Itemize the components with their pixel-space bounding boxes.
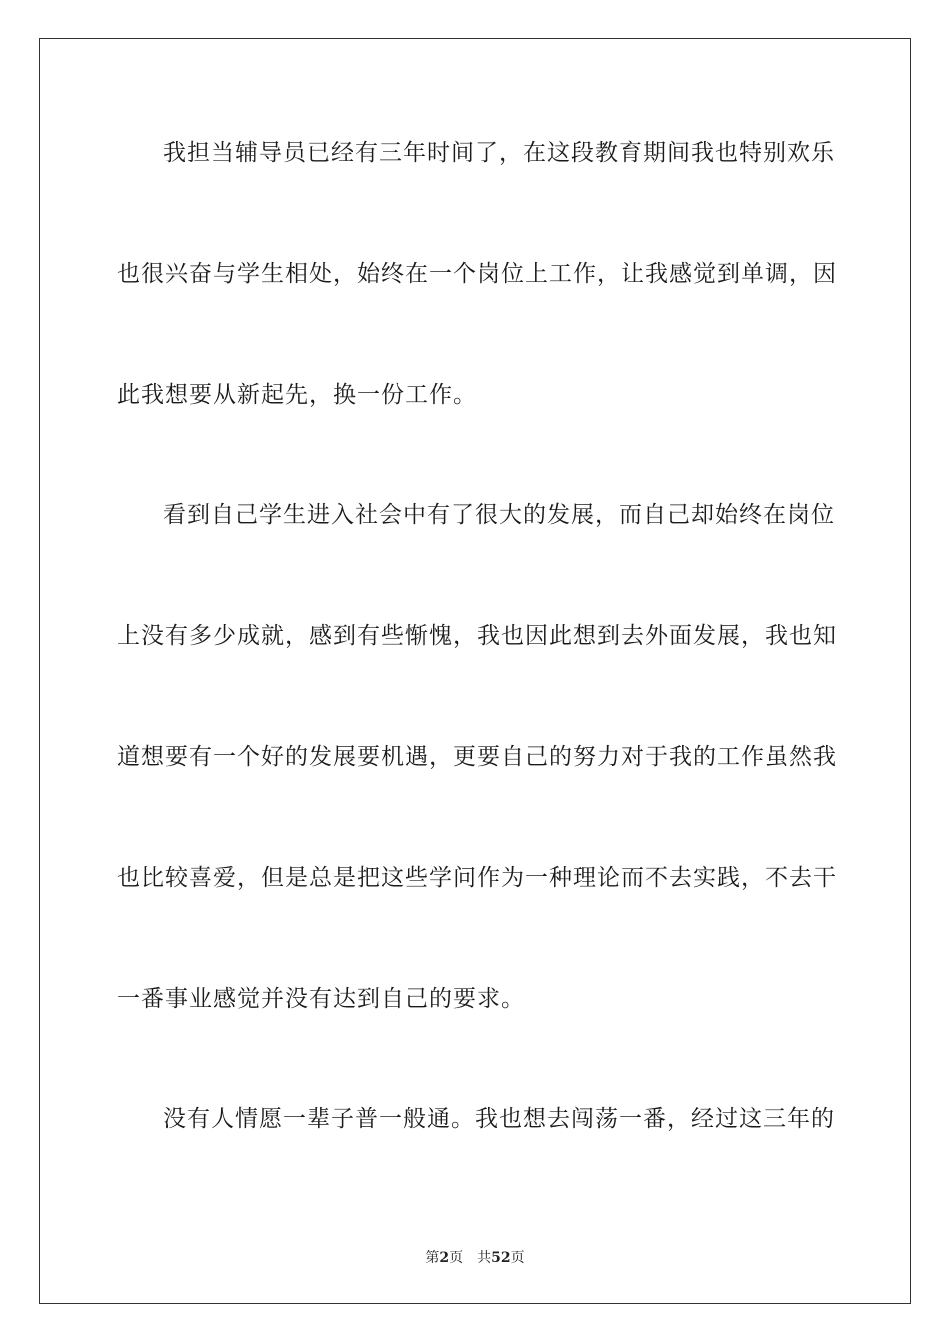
paragraph-1-line-1: 我担当辅导员已经有三年时间了，在这段教育期间我也特别欢乐 (163, 140, 835, 166)
paragraph-2-line-5: 一番事业感觉并没有达到自己的要求。 (117, 985, 525, 1012)
paragraph-2-line-1: 看到自己学生进入社会中有了很大的发展，而自己却始终在岗位 (163, 502, 835, 529)
paragraph-1-line-3: 此我想要从新起先，换一份工作。 (117, 381, 477, 408)
current-page-number: 2 (439, 1250, 450, 1266)
total-suffix: 页 (510, 1250, 525, 1266)
paragraph-2-line-4: 也比较喜爱，但是总是把这些学问作为一种理论而不去实践，不去干 (117, 864, 837, 891)
paragraph-1-line-2: 也很兴奋与学生相处，始终在一个岗位上工作，让我感觉到单调，因 (117, 260, 837, 287)
paragraph-3-line-1: 没有人情愿一辈子普一般通。我也想去闯荡一番，经过这三年的 (163, 1106, 835, 1133)
total-page-count: 52 (491, 1250, 511, 1266)
page-prefix: 第 (425, 1250, 440, 1266)
paragraph-2-line-3: 道想要有一个好的发展要机遇，更要自己的努力对于我的工作虽然我 (117, 743, 837, 770)
page-footer (0, 1247, 950, 1267)
total-prefix: 共 (477, 1250, 492, 1266)
page-suffix: 页 (449, 1250, 464, 1266)
document-body (117, 123, 837, 1210)
paragraph-2-line-2: 上没有多少成就，感到有些惭愧，我也因此想到去外面发展，我也知 (117, 623, 837, 650)
